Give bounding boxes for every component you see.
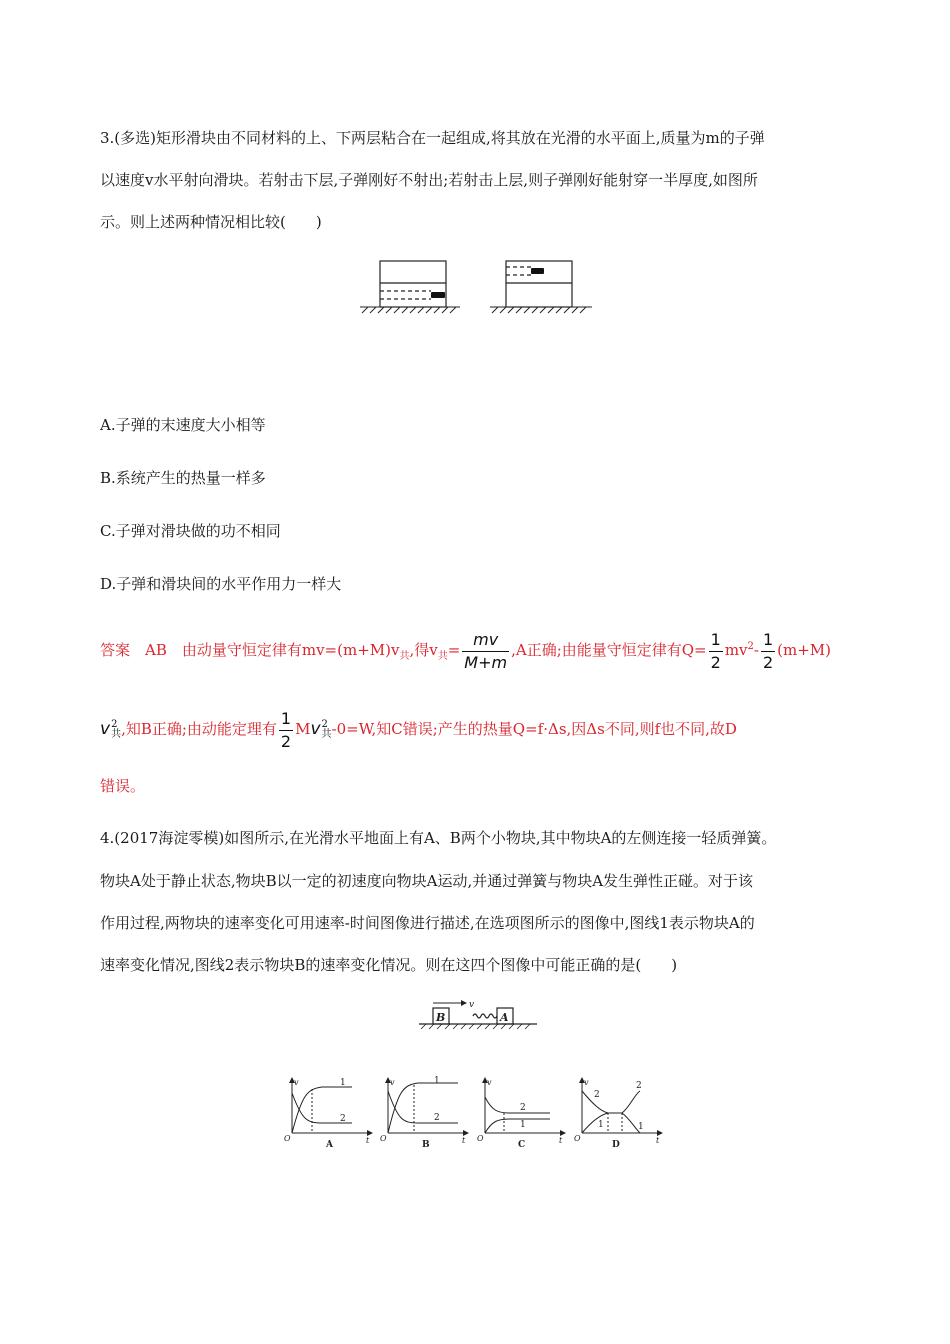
svg-text:t: t [656,1136,660,1145]
svg-text:2: 2 [594,1090,600,1100]
svg-text:2: 2 [520,1103,526,1113]
svg-text:2: 2 [636,1081,642,1091]
svg-text:t: t [462,1136,466,1145]
q4-text-line-2: 物块A处于静止状态,物块B以一定的初速度向物块A运动,并通过弹簧与物块A发生弹性正碰。对于该 [100,872,754,890]
velocity-label: v [469,1000,475,1010]
fraction-half: $\frac{1}{2}$ [710,629,721,672]
q3-left-block [380,261,446,307]
graph-c-label: C [518,1140,526,1150]
fraction-half-2: $\frac{1}{2}$ [762,629,774,672]
graph-d [582,1080,660,1133]
q3-left-ground [360,307,460,313]
q3-text-line-1: 3.(多选)矩形滑块由不同材料的上、下两层粘合在一起组成,将其放在光滑的水平面上,质量为m的子弹 [100,129,765,147]
svg-text:t: t [559,1136,563,1145]
q3-left-bullet [431,292,445,298]
svg-text:v: v [390,1078,395,1087]
q4-text-line-4: 速率变化情况,图线2表示物块B的速率变化情况。则在这四个图像中可能正确的是( ) [100,956,678,974]
graph-b [388,1080,466,1133]
svg-text:1: 1 [598,1120,604,1130]
fraction-mv-over-Mm: $\frac{mv}{M+m}$ [464,629,508,672]
svg-text:O: O [284,1134,291,1143]
svg-text:O: O [380,1134,387,1143]
graph-a [292,1080,370,1133]
q4-text-line-1: 4.(2017海淀零模)如图所示,在光滑水平地面上有A、B两个小物块,其中物块A的左侧连接一轻质弹簧。 [100,829,777,847]
q3-text-line-3: 示。则上述两种情况相比较( ) [100,213,322,231]
q3-answer-line-2: v 2 共 ,知B正确;由动能定理有 $\frac{1}{2}$ Mv 2 共 -0=W,知C错误;产生的热量Q=f·Δs,因Δs不同,则f也不同,故D [100,708,737,751]
graph-a-label: A [326,1140,333,1150]
q4-graphs [282,1075,672,1150]
svg-text:O: O [574,1134,581,1143]
svg-text:v: v [487,1078,492,1087]
svg-text:v: v [584,1078,589,1087]
q3-option-d: D.子弹和滑块间的水平作用力一样大 [100,575,342,593]
answer-label: 答案 AB [100,641,182,659]
q3-text-line-2: 以速度v水平射向滑块。若射击下层,子弹刚好不射出;若射击上层,则子弹刚好能射穿一半厚度,如图所 [100,171,758,189]
q3-answer-line-3: 错误。 [100,777,146,795]
q3-option-b: B.系统产生的热量一样多 [100,469,266,487]
q3-answer-line-1: 答案 AB 由动量守恒定律有$mv=(m+M)v_共$,得$v_共=$ $\frac{mv}{M+m}$ ,A正确;由能量守恒定律有Q= $\frac{1}{2}$ $mv^2-$ $\frac{1}{2}$ (m+M) [100,629,832,672]
svg-text:2: 2 [340,1114,346,1124]
block-a-label: A [500,1011,509,1024]
svg-text:2: 2 [434,1113,440,1123]
q3-option-a: A.子弹的末速度大小相等 [100,416,266,434]
graph-b-label: B [422,1140,430,1150]
svg-text:t: t [366,1136,370,1145]
q3-right-ground [490,307,592,313]
q3-option-c: C.子弹对滑块做的功不相同 [100,522,281,540]
q3-figure [355,255,600,325]
fraction-half-3: $\frac{1}{2}$ [280,708,292,751]
spring [473,1014,497,1018]
svg-text:1: 1 [434,1076,440,1086]
svg-text:1: 1 [638,1122,644,1132]
svg-text:O: O [477,1134,484,1143]
block-b-label: B [436,1011,446,1024]
svg-text:v: v [294,1078,299,1087]
q4-text-line-3: 作用过程,两物块的速率变化可用速率-时间图像进行描述,在选项图所示的图像中,图线1表示物块A的 [100,914,755,932]
q3-right-bullet [531,268,544,274]
graph-d-label: D [612,1140,620,1150]
svg-text:1: 1 [520,1120,526,1130]
svg-text:1: 1 [340,1078,346,1088]
q3-right-block [506,261,572,307]
q4-block-figure [415,998,540,1032]
